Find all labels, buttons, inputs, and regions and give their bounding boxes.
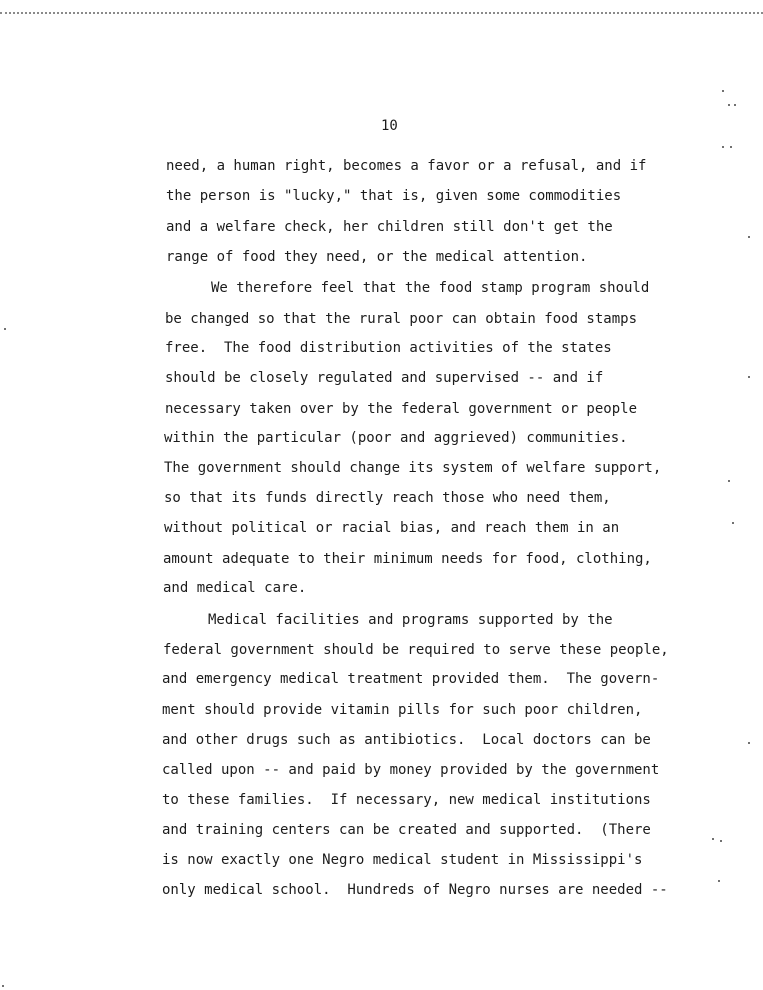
text-line: federal government should be required to serve these people, [163, 642, 669, 658]
scan-speck [748, 742, 750, 744]
text-line: within the particular (poor and aggrieved) communities. [164, 430, 628, 446]
text-line: is now exactly one Negro medical student in Mississippi's [162, 852, 643, 868]
scan-speck [730, 146, 732, 148]
text-line: so that its funds directly reach those who need them, [164, 490, 611, 506]
scan-speck [728, 480, 730, 482]
scan-speck [748, 376, 750, 378]
scan-speck [722, 90, 724, 92]
text-line: need, a human right, becomes a favor or a refusal, and if [166, 158, 647, 174]
text-line: We therefore feel that the food stamp program should [211, 280, 650, 296]
scan-speck [728, 104, 730, 106]
scan-speck [734, 104, 736, 106]
text-line: and emergency medical treatment provided them. The govern- [162, 671, 660, 687]
scan-speck [2, 985, 4, 987]
text-line: the person is "lucky," that is, given some commodities [166, 188, 622, 204]
text-line: and medical care. [163, 580, 307, 596]
text-line: called upon -- and paid by money provided by the government [162, 762, 660, 778]
text-line: and training centers can be created and supported. (There [162, 822, 651, 838]
scan-speck [4, 328, 6, 330]
text-line: Medical facilities and programs supported by the [208, 612, 613, 628]
text-line: range of food they need, or the medical attention. [166, 249, 588, 265]
text-line: be changed so that the rural poor can obtain food stamps [165, 311, 638, 327]
text-line: only medical school. Hundreds of Negro nurses are needed -- [162, 882, 668, 898]
text-line: and a welfare check, her children still don't get the [166, 219, 613, 235]
text-line: without political or racial bias, and reach them in an [164, 520, 620, 536]
scan-speck [722, 146, 724, 148]
scan-speck [732, 522, 734, 524]
text-line: should be closely regulated and supervised -- and if [165, 370, 604, 386]
page-top-edge [0, 0, 763, 14]
scan-speck [720, 840, 722, 842]
text-line: necessary taken over by the federal government or people [165, 401, 638, 417]
scan-speck [712, 838, 714, 840]
text-line: The government should change its system of welfare support, [164, 460, 662, 476]
scan-speck [718, 880, 720, 882]
page-number: 10 [381, 118, 398, 134]
text-line: free. The food distribution activities of the states [165, 340, 612, 356]
scan-speck [748, 236, 750, 238]
text-line: amount adequate to their minimum needs for food, clothing, [163, 551, 652, 567]
text-line: and other drugs such as antibiotics. Local doctors can be [162, 732, 651, 748]
text-line: to these families. If necessary, new medical institutions [162, 792, 651, 808]
text-line: ment should provide vitamin pills for such poor children, [162, 702, 643, 718]
